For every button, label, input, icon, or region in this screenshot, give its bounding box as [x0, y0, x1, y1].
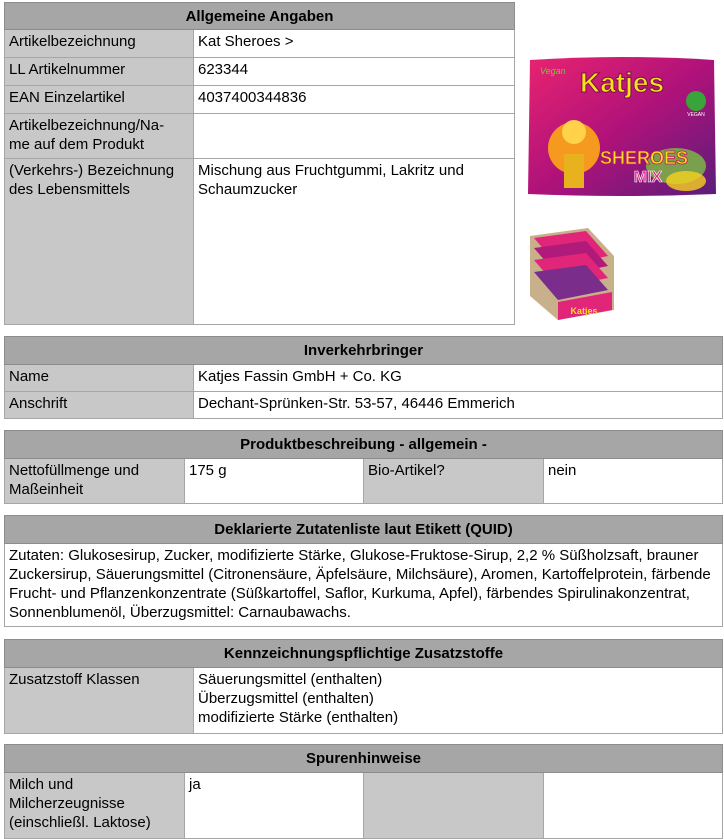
zusatzstoff-item: modifizierte Stärke (enthalten): [198, 709, 399, 726]
label-name-auf-produkt: Artikelbezeichnung/Na- me auf dem Produkt: [5, 114, 194, 159]
value-bio-artikel: nein: [544, 459, 723, 504]
empty-label-cell: [364, 773, 544, 839]
section-zusatzstoffe: [4, 639, 723, 734]
section-spurenhinweise: [4, 744, 723, 839]
product-line2: MIX: [633, 169, 663, 186]
section-title: Produktbeschreibung - allgemein -: [5, 431, 723, 459]
section-title: Kennzeichnungspflichtige Zusatzstoffe: [5, 640, 723, 668]
label-bio-artikel: Bio-Artikel?: [364, 459, 544, 504]
label-artikelbezeichnung: Artikelbezeichnung: [5, 30, 194, 58]
label-ean: EAN Einzelartikel: [5, 86, 194, 114]
tray-brand: Katjes: [570, 306, 598, 316]
product-line1: SHEROES: [599, 148, 689, 168]
product-image-tray: [528, 226, 616, 322]
label-ll-artikelnummer: LL Artikelnummer: [5, 58, 194, 86]
label-verkehrsbezeichnung: (Verkehrs-) Bezeichnung des Lebensmittels: [5, 159, 194, 325]
section-title: Spurenhinweise: [5, 745, 723, 773]
zutaten-text: Zutaten: Glukosesirup, Zucker, modifizierte Stärke, Glukose-Fruktose-Sirup, 2,2 % Süßholzsaft, brauner Zuckersirup, Säuerungsmittel (Citronensäure, Äpfelsäure, Milchsäure), Aromen, Kartoffelprotein, färbende Frucht- und Pflanzenkonzentrate (Süßkartoffel, Saflor, Kurkuma, Apfel), färbendes Spirulinakonzentrat, Sonnenblumenöl, Überzugsmittel: Carnaubawachs.: [5, 544, 723, 627]
brand-logo: Katjes: [579, 67, 665, 98]
vegan-label: Vegan: [540, 66, 566, 76]
value-milch: ja: [185, 773, 364, 839]
value-nettofuellmenge: 175 g: [185, 459, 364, 504]
section-produktbeschreibung: [4, 430, 723, 504]
label-milch: Milch und Milcherzeugnisse (einschließl. Laktose): [5, 773, 185, 839]
section-zutatenliste: [4, 515, 723, 627]
value-artikelbezeichnung: Kat Sheroes >: [194, 30, 515, 58]
zusatzstoff-item: Überzugsmittel (enthalten): [198, 690, 374, 707]
label-zusatzstoff-klassen: Zusatzstoff Klassen: [5, 668, 194, 734]
label-nettofuellmenge: Nettofüllmenge und Maßeinheit: [5, 459, 185, 504]
value-ean: 4037400344836: [194, 86, 515, 114]
label-anschrift: Anschrift: [5, 392, 194, 419]
empty-value-cell: [544, 773, 723, 839]
section-inverkehrbringer: [4, 336, 723, 419]
vegan-badge-text: VEGAN: [687, 112, 705, 118]
value-verkehrsbezeichnung: Mischung aus Fruchtgummi, Lakritz und Schaumzucker: [194, 159, 515, 325]
value-name: Katjes Fassin GmbH + Co. KG: [194, 365, 723, 392]
section-allgemeine-angaben: [4, 2, 515, 325]
zusatzstoff-item: Säuerungsmittel (enthalten): [198, 671, 383, 688]
section-title: Inverkehrbringer: [5, 337, 723, 365]
value-ll-artikelnummer: 623344: [194, 58, 515, 86]
section-title: Allgemeine Angaben: [5, 3, 515, 30]
section-title: Deklarierte Zutatenliste laut Etikett (QUID): [5, 516, 723, 544]
value-name-auf-produkt: [194, 114, 515, 159]
value-zusatzstoff-klassen: [194, 668, 723, 734]
value-anschrift: Dechant-Sprünken-Str. 53-57, 46446 Emmerich: [194, 392, 723, 419]
label-name: Name: [5, 365, 194, 392]
product-image-bag: [526, 56, 718, 198]
